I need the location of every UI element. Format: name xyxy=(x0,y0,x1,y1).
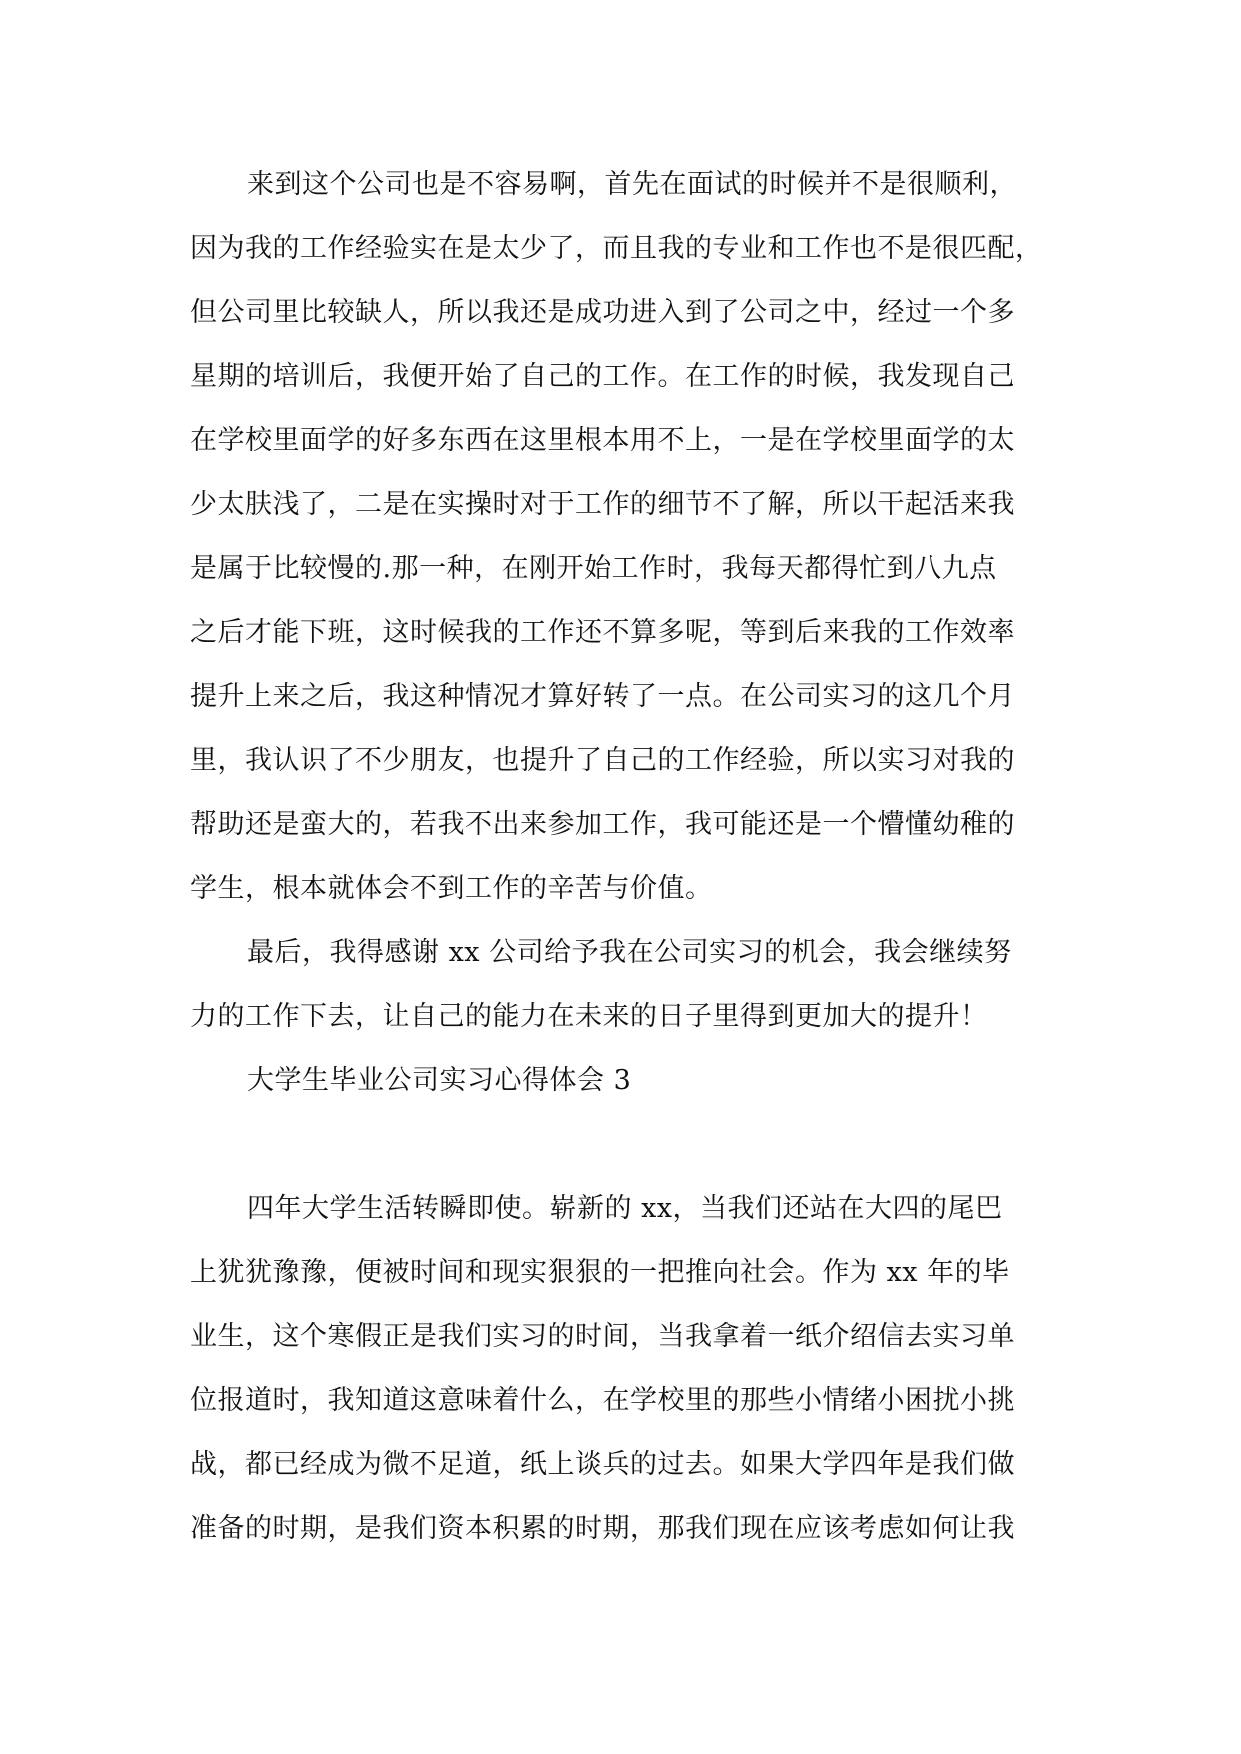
text-line: 位报道时，我知道这意味着什么，在学校里的那些小情绪小困扰小挑 xyxy=(190,1385,1015,1416)
text-line: 在学校里面学的好多东西在这里根本用不上，一是在学校里面学的太 xyxy=(190,425,1015,456)
text-line: 帮助还是蛮大的，若我不出来参加工作，我可能还是一个懵懂幼稚的 xyxy=(190,809,1015,840)
text-line: 最后，我得感谢 xx 公司给予我在公司实习的机会，我会继续努 xyxy=(247,937,1012,968)
section-title: 大学生毕业公司实习心得体会 3 xyxy=(247,1065,632,1096)
text-line: 准备的时期，是我们资本积累的时期，那我们现在应该考虑如何让我 xyxy=(190,1513,1015,1544)
text-line: 但公司里比较缺人，所以我还是成功进入到了公司之中，经过一个多 xyxy=(190,297,1015,328)
text-line: 是属于比较慢的.那一种，在刚开始工作时，我每天都得忙到八九点 xyxy=(190,553,997,584)
text-line: 提升上来之后，我这种情况才算好转了一点。在公司实习的这几个月 xyxy=(190,681,1015,712)
text-line: 学生，根本就体会不到工作的辛苦与价值。 xyxy=(190,873,713,904)
text-line: 星期的培训后，我便开始了自己的工作。在工作的时候，我发现自己 xyxy=(190,361,1015,392)
text-line: 业生，这个寒假正是我们实习的时间，当我拿着一纸介绍信去实习单 xyxy=(190,1321,1015,1352)
text-line: 因为我的工作经验实在是太少了，而且我的专业和工作也不是很匹配， xyxy=(190,233,1043,264)
text-line: 来到这个公司也是不容易啊，首先在面试的时候并不是很顺利， xyxy=(247,169,1017,200)
text-line: 战，都已经成为微不足道，纸上谈兵的过去。如果大学四年是我们做 xyxy=(190,1449,1015,1480)
text-line: 之后才能下班，这时候我的工作还不算多呢，等到后来我的工作效率 xyxy=(190,617,1015,648)
text-line: 里，我认识了不少朋友，也提升了自己的工作经验，所以实习对我的 xyxy=(190,745,1015,776)
text-line: 力的工作下去，让自己的能力在未来的日子里得到更加大的提升！ xyxy=(190,1001,988,1032)
text-line: 少太肤浅了，二是在实操时对于工作的细节不了解，所以干起活来我 xyxy=(190,489,1015,520)
text-line: 上犹犹豫豫，便被时间和现实狠狠的一把推向社会。作为 xx 年的毕 xyxy=(190,1257,1010,1288)
text-line: 四年大学生活转瞬即使。崭新的 xx，当我们还站在大四的尾巴 xyxy=(247,1193,1003,1224)
